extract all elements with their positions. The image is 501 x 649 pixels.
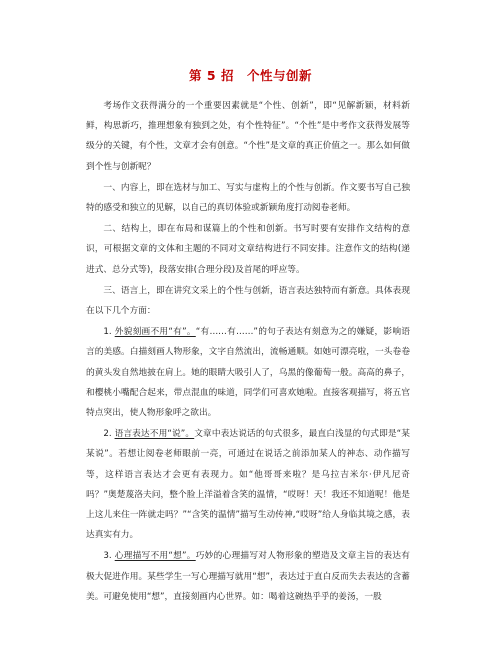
tip-heading: 外貌刻画不用“有”。: [114, 327, 196, 338]
tip-heading: 语言表达不用“说”。: [114, 429, 195, 440]
tip-number: 3.: [103, 551, 115, 562]
content-paragraph: [86, 178, 410, 218]
tip-text: 巧妙的心理描写对人物形象的塑造及文章主旨的表达有极大促进作用。某些学生一写心理描写就用“想”，表达过于直白反而失去表达的含蓄美。可避免使用“想”，直接刻画内心世界。如：喝着这碗热乎乎的姜汤，一股: [86, 551, 410, 602]
document-body: [86, 96, 410, 607]
tip-number: 1.: [103, 327, 115, 338]
document-title: 第 5 招 个性与创新: [189, 68, 312, 83]
language-paragraph: [86, 281, 410, 321]
tip-text: “有……有……”的句子表达有刻意为之的嫌疑，影响语言的美感。白描刻画人物形象，文字自然流出，流畅通顺。如她可漂亮啦，一头卷卷的黄头发自然地披在肩上。她的眼睛大吸引人了，乌黑的像葡萄一般。高高的鼻子，和樱桃小嘴配合起来，带点混血的味道，同学们可喜欢她啦。直接客观描写，将五官特点突出，使人物形象呼之欲出。: [86, 327, 410, 419]
tip-appearance: [86, 322, 410, 423]
paragraph-text: 考场作文获得满分的一个重要因素就是“个性、创新”，即“见解新颖，材料新鲜，构思新巧，推理想象有独到之处，有个性特征”。“个性”是中考作文获得发展等级分的关键，有个性，文章才会有创意。“个性”是文章的真正价值之一。那么如何做到个性与创新呢？: [86, 101, 410, 172]
tip-speech: [86, 424, 410, 545]
tip-psychology: [86, 546, 410, 607]
paragraph-text: 三、语言上，即在讲究文采上的个性与创新，语言表达独特而有新意。具体表现在以下几个方面：: [86, 285, 410, 317]
structure-paragraph: [86, 219, 410, 280]
paragraph-text: 二、结构上，即在布局和谋篇上的个性和创新。书写时要有安排作文结构的意识，可根据文章的文体和主题的不同对文章结构进行不同安排。注意作文的结构(递进式、总分式等)，段落安排(合理分段)及首尾的呼应等。: [86, 224, 410, 275]
tip-text: 文章中表达说话的句式很多，最直白浅显的句式即是“某某说”。若想让阅卷老师眼前一亮，可通过在说话之前添加某人的神态、动作描写等，这样语言表达才会更有表现力。如“他哥哥来啦？是乌拉吉米尔·伊凡尼奇吗？”奥楚蔑洛夫问，整个脸上洋溢着含笑的温情，“哎呀！天！我还不知道呢！他是上这儿来住一阵就走吗？”“含笑的温情”描写生动传神,“哎呀”给人身临其境之感，表达真实有力。: [86, 429, 410, 541]
tip-heading: 心理描写不用“想”。: [114, 551, 196, 562]
intro-paragraph: [86, 96, 410, 177]
tip-number: 2.: [103, 429, 115, 440]
paragraph-text: 一、内容上，即在选材与加工、写实与虚构上的个性与创新。作文要书写自己独特的感受和独立的见解，以自己的真切体验或新颖角度打动阅卷老师。: [86, 182, 410, 214]
